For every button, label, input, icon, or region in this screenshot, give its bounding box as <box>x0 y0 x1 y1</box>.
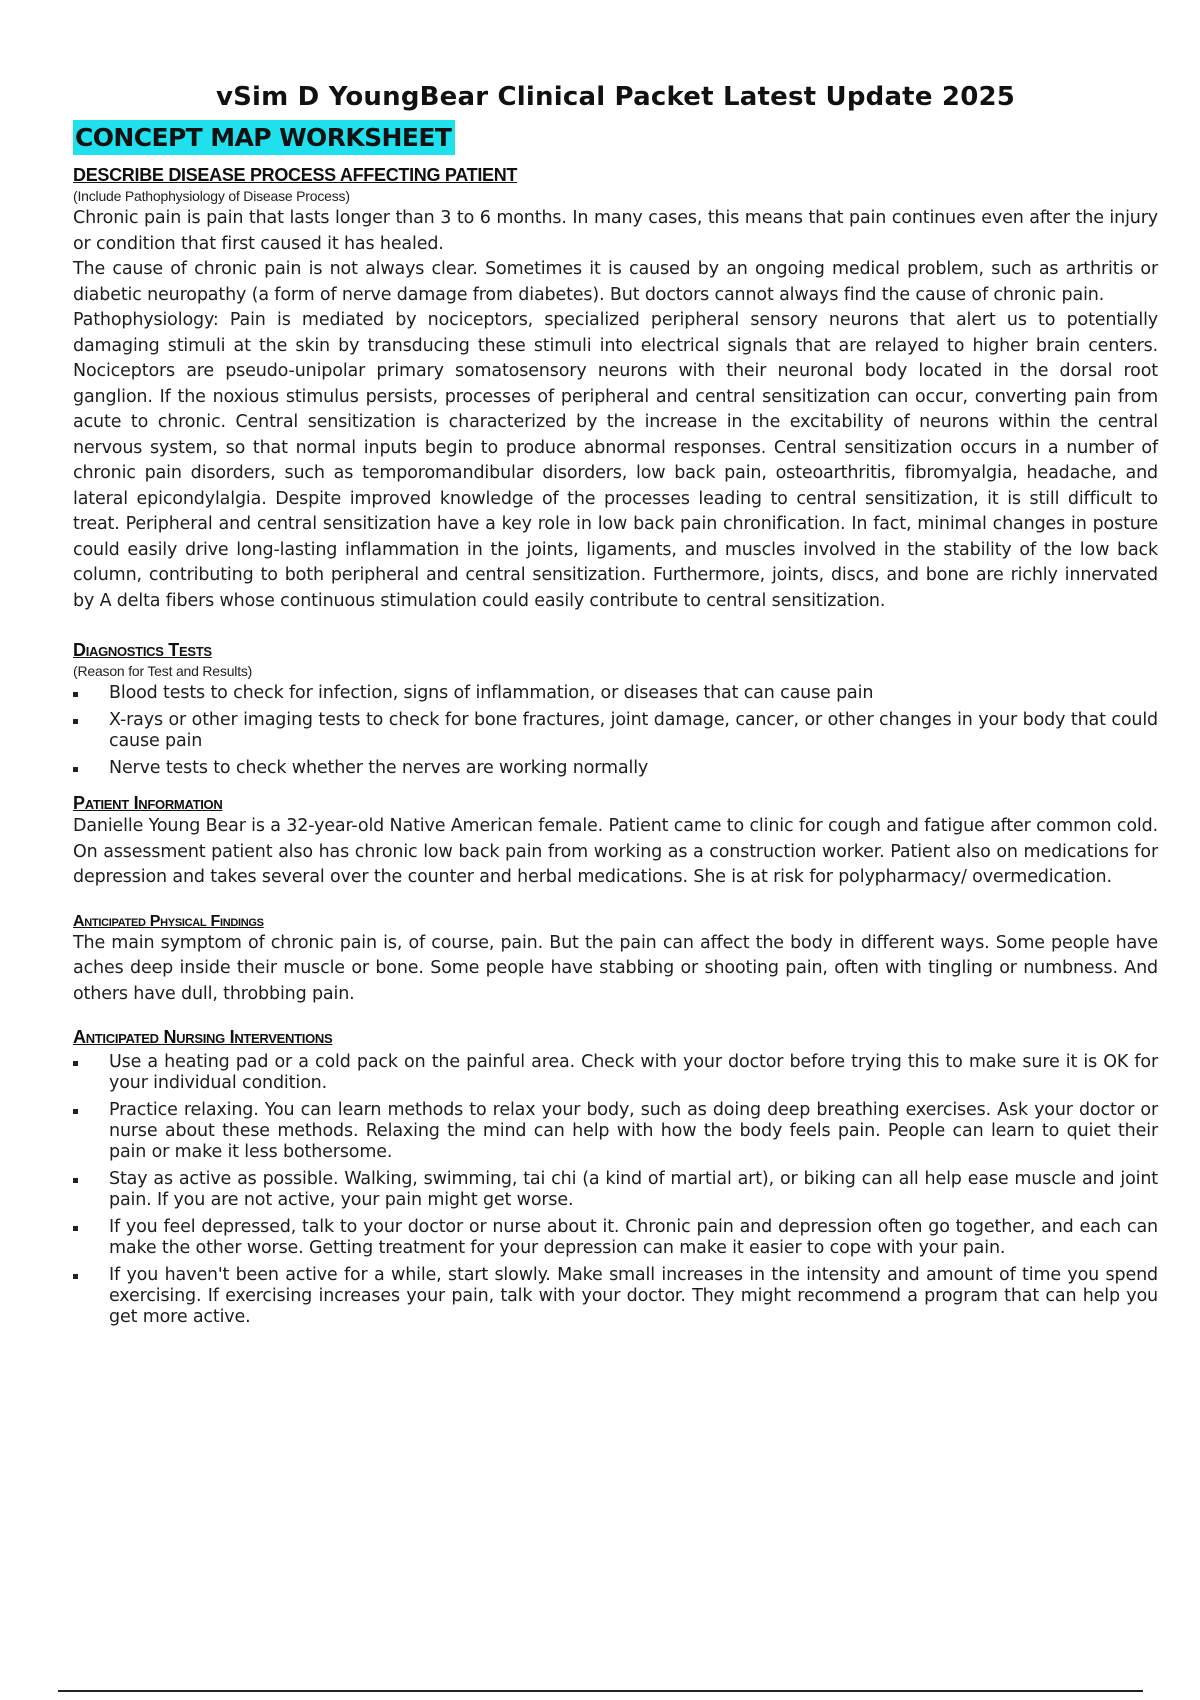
list-item <box>73 1265 1158 1328</box>
document-title: vSim D YoungBear Clinical Packet Latest Update 2025 <box>215 82 1016 112</box>
list-item-text: Blood tests to check for infection, signs of inflammation, or diseases that can cause pain <box>109 683 874 703</box>
physical-findings-heading: Anticipated Physical Findings <box>73 912 264 930</box>
diagnostics-subheading: (Reason for Test and Results) <box>73 663 253 679</box>
diagnostics-list <box>73 683 1158 779</box>
patient-information-text: Danielle Young Bear is a 32-year-old Native American female. Patient came to clinic for cough and fatigue after common cold. On assessment patient also has chronic low back pain from working as a construction worker. Patient also on medications for depression and takes several over the counter and herbal medications. She is at risk for polypharmacy/ overmedication. <box>73 816 1158 887</box>
disease-paragraph: The cause of chronic pain is not always clear. Sometimes it is caused by an ongoing medical problem, such as arthritis or diabetic neuropathy (a form of nerve damage from diabetes). But doctors cannot always find the cause of chronic pain. <box>73 259 1158 305</box>
worksheet-title: CONCEPT MAP WORKSHEET <box>73 120 455 155</box>
bullet-icon <box>73 1178 78 1183</box>
bullet-icon <box>73 767 78 772</box>
physical-findings-text: The main symptom of chronic pain is, of course, pain. But the pain can affect the body in different ways. Some people have aches deep inside their muscle or bone. Some people have stabbing or shooting pain, often with tingling or numbness. And others have dull, throbbing pain. <box>73 932 1158 1004</box>
list-item <box>73 683 1158 704</box>
list-item-text: Use a heating pad or a cold pack on the painful area. Check with your doctor before trying this to make sure it is OK for your individual condition. <box>109 1052 1158 1093</box>
patient-information-heading: Patient Information <box>73 793 223 813</box>
list-item <box>73 1169 1158 1211</box>
document-page <box>73 82 1158 1334</box>
disease-process-subheading: (Include Pathophysiology of Disease Process) <box>73 188 350 204</box>
list-item-text: If you feel depressed, talk to your doctor or nurse about it. Chronic pain and depression often go together, and each can make the other worse. Getting treatment for your depression can make it easier to cope with your pain. <box>109 1217 1158 1258</box>
footer-divider <box>58 1690 1143 1692</box>
list-item <box>73 1100 1158 1163</box>
pathophysiology-paragraph: Pathophysiology: Pain is mediated by nociceptors, specialized peripheral sensory neurons that alert us to potentially damaging stimuli at the skin by transducing these stimuli into electrical signals that are relayed to higher brain centers. Nociceptors are pseudo-unipolar primary somatosensory neurons with their neuronal body located in the dorsal root ganglion. If the noxious stimulus persists, processes of peripheral and central sensitization can occur, converting pain from acute to chronic. Central sensitization is characterized by the increase in the excitability of neurons within the central nervous system, so that normal inputs begin to produce abnormal responses. Central sensitization occurs in a number of chronic pain disorders, such as temporomandibular disorders, low back pain, osteoarthritis, fibromyalgia, headache, and lateral epicondylalgia. Despite improved knowledge of the processes leading to central sensitization, it is still difficult to treat. Peripheral and central sensitization have a key role in low back pain chronification. In fact, minimal changes in posture could easily drive long-lasting inflammation in the joints, ligaments, and muscles involved in the stability of the low back column, contributing to both peripheral and central sensitization. Furthermore, joints, discs, and bone are richly innervated by A delta fibers whose continuous stimulation could easily contribute to central sensitization. <box>73 310 1158 611</box>
bullet-icon <box>73 692 78 697</box>
bullet-icon <box>73 1274 78 1279</box>
disease-process-section <box>73 165 1158 614</box>
bullet-icon <box>73 1109 78 1114</box>
bullet-icon <box>73 1226 78 1231</box>
disease-process-heading: DESCRIBE DISEASE PROCESS AFFECTING PATIENT <box>73 165 518 185</box>
list-item-text: Nerve tests to check whether the nerves are working normally <box>109 758 649 778</box>
diagnostics-section <box>73 640 1158 779</box>
patient-information-section <box>73 793 1158 891</box>
list-item-text: X-rays or other imaging tests to check for bone fractures, joint damage, cancer, or other changes in your body that could cause pain <box>109 710 1158 751</box>
list-item <box>73 1052 1158 1094</box>
list-item <box>73 1217 1158 1259</box>
disease-paragraph: Chronic pain is pain that lasts longer than 3 to 6 months. In many cases, this means that pain continues even after the injury or condition that first caused it has healed. <box>73 208 1158 254</box>
nursing-interventions-heading: Anticipated Nursing Interventions <box>73 1027 333 1047</box>
bullet-icon <box>73 1061 78 1066</box>
diagnostics-heading: Diagnostics Tests <box>73 640 212 660</box>
list-item <box>73 710 1158 752</box>
physical-findings-section <box>73 913 1158 1008</box>
bullet-icon <box>73 719 78 724</box>
nursing-interventions-list <box>73 1052 1158 1328</box>
list-item <box>73 758 1158 779</box>
list-item-text: If you haven't been active for a while, start slowly. Make small increases in the intensity and amount of time you spend exercising. If exercising increases your pain, talk with your doctor. They might recommend a program that can help you get more active. <box>109 1265 1158 1327</box>
list-item-text: Practice relaxing. You can learn methods to relax your body, such as doing deep breathing exercises. Ask your doctor or nurse about these methods. Relaxing the mind can help with how the body feels pain. People can learn to quiet their pain or make it less bothersome. <box>109 1100 1158 1162</box>
nursing-interventions-section <box>73 1027 1158 1328</box>
list-item-text: Stay as active as possible. Walking, swimming, tai chi (a kind of martial art), or biking can all help ease muscle and joint pain. If you are not active, your pain might get worse. <box>109 1169 1158 1210</box>
